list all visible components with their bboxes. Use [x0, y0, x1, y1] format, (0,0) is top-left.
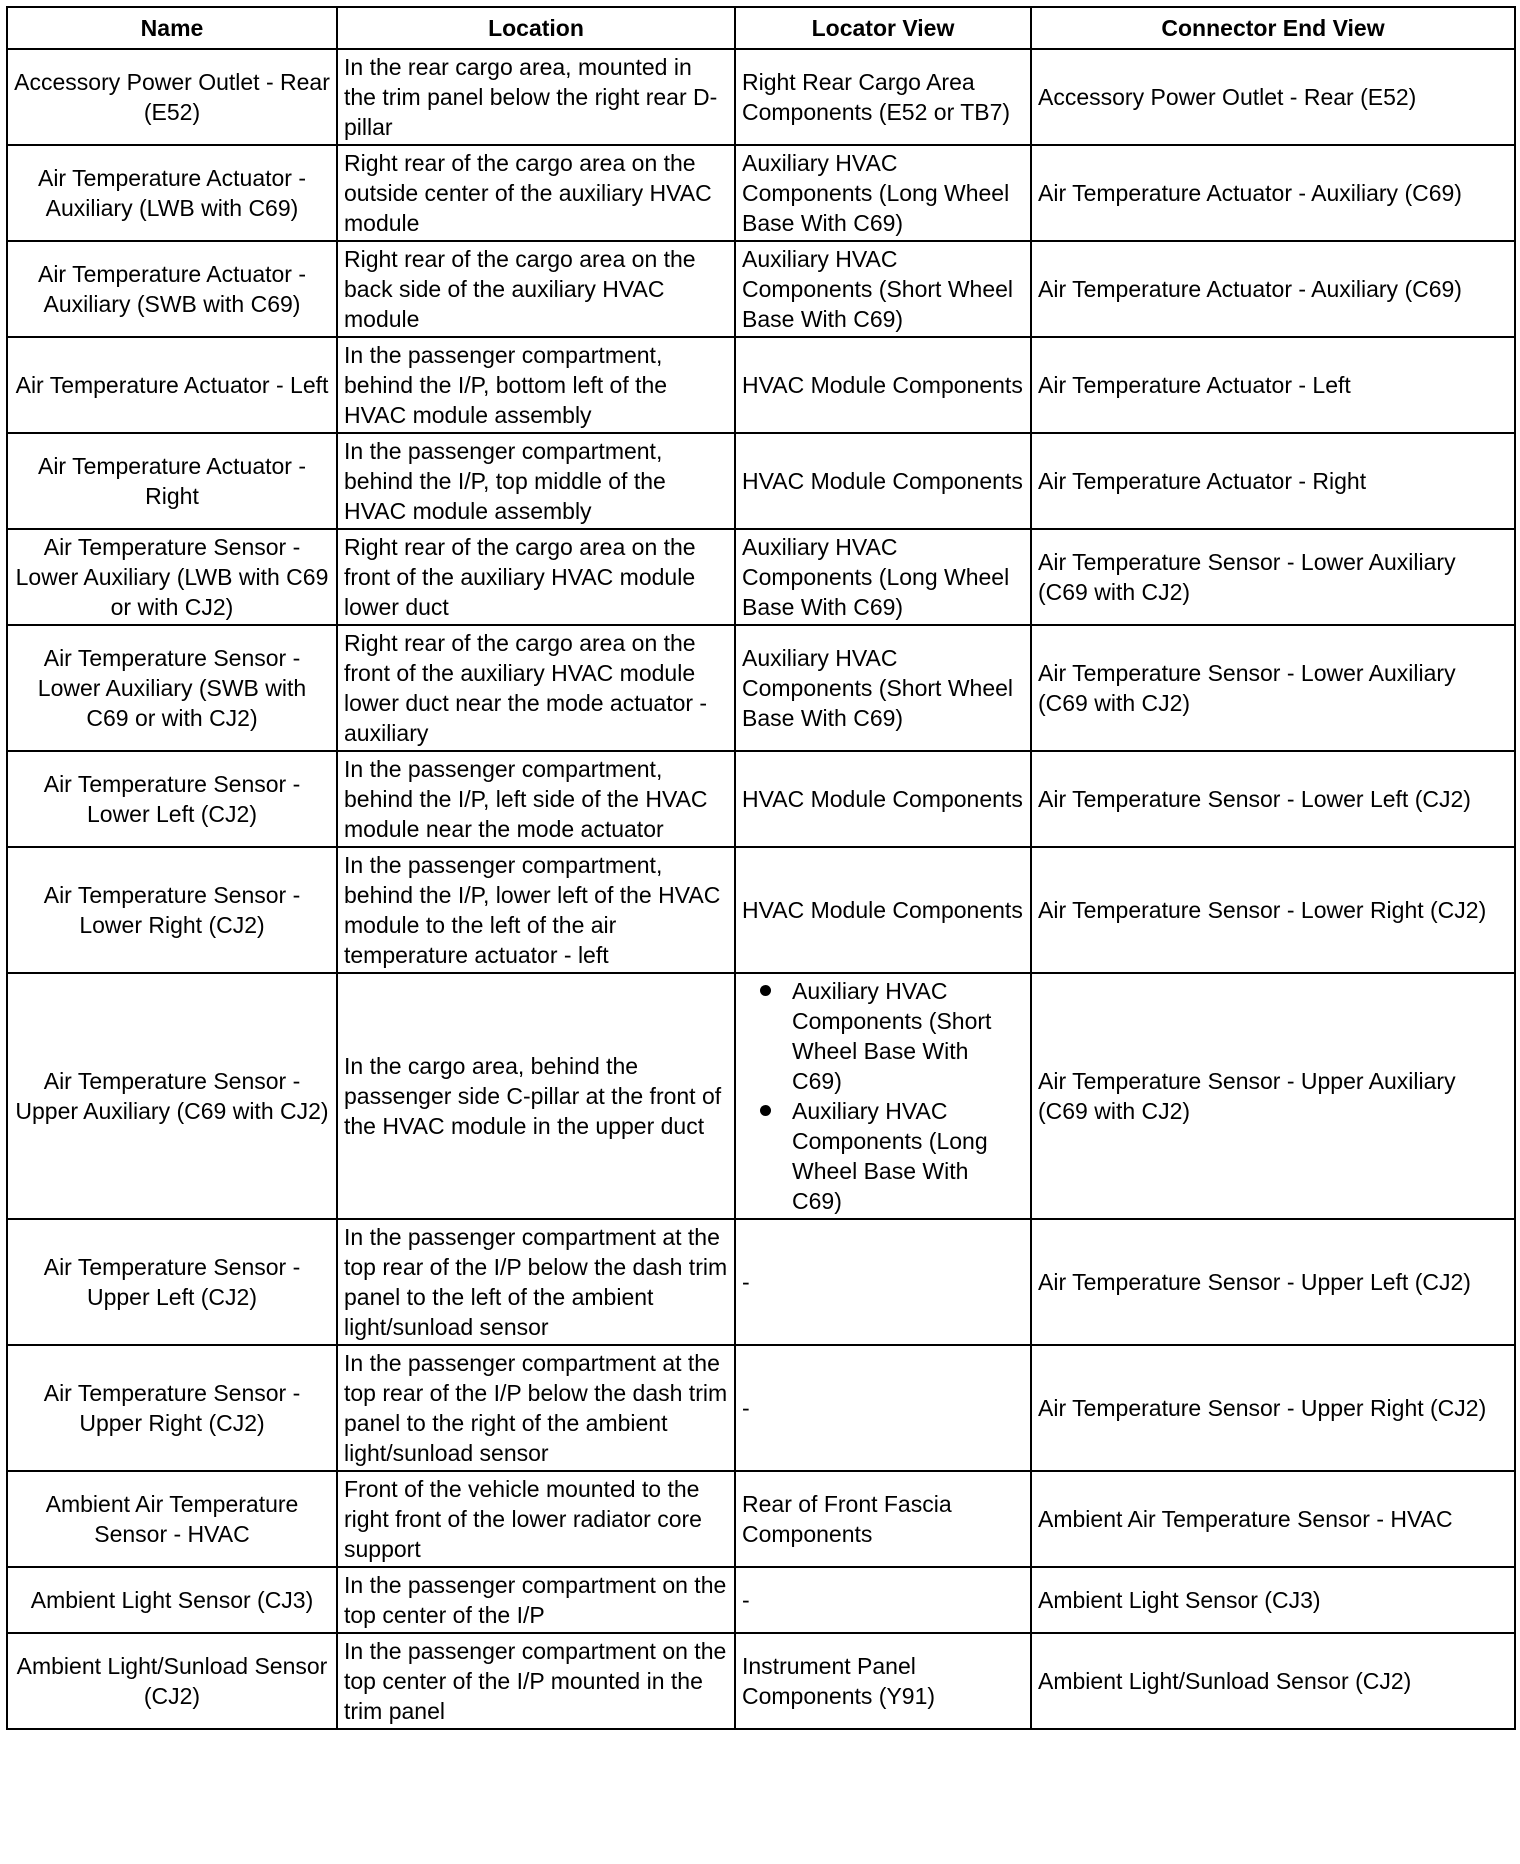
- component-table-wrapper: [6, 6, 1516, 1730]
- cell-locator-view: Auxiliary HVAC Components (Short Wheel Base With C69): [735, 241, 1031, 337]
- cell-location: Right rear of the cargo area on the front of the auxiliary HVAC module lower duct: [337, 529, 735, 625]
- table-row: [7, 337, 1515, 433]
- header-row: [7, 7, 1515, 49]
- cell-location: In the passenger compartment, behind the I/P, lower left of the HVAC module to the left of the air temperature actuator - left: [337, 847, 735, 973]
- cell-location: In the passenger compartment, behind the I/P, bottom left of the HVAC module assembly: [337, 337, 735, 433]
- cell-locator-view: -: [735, 1345, 1031, 1471]
- locator-view-item: Auxiliary HVAC Components (Long Wheel Base With C69): [792, 1096, 1024, 1216]
- cell-locator-view: Auxiliary HVAC Components (Long Wheel Base With C69): [735, 529, 1031, 625]
- cell-location: Right rear of the cargo area on the front of the auxiliary HVAC module lower duct near the mode actuator - auxiliary: [337, 625, 735, 751]
- cell-connector-end-view: Air Temperature Actuator - Auxiliary (C69): [1031, 241, 1515, 337]
- cell-locator-view: HVAC Module Components: [735, 433, 1031, 529]
- locator-view-item: Auxiliary HVAC Components (Short Wheel Base With C69): [792, 976, 1024, 1096]
- cell-locator-view: HVAC Module Components: [735, 337, 1031, 433]
- cell-name: Air Temperature Sensor - Upper Left (CJ2): [7, 1219, 337, 1345]
- cell-connector-end-view: Accessory Power Outlet - Rear (E52): [1031, 49, 1515, 145]
- cell-location: Right rear of the cargo area on the back side of the auxiliary HVAC module: [337, 241, 735, 337]
- cell-connector-end-view: Air Temperature Sensor - Upper Auxiliary (C69 with CJ2): [1031, 973, 1515, 1219]
- cell-locator-view: [735, 973, 1031, 1219]
- cell-name: Accessory Power Outlet - Rear (E52): [7, 49, 337, 145]
- cell-name: Air Temperature Sensor - Lower Left (CJ2): [7, 751, 337, 847]
- cell-locator-view: Auxiliary HVAC Components (Short Wheel Base With C69): [735, 625, 1031, 751]
- table-row: [7, 1567, 1515, 1633]
- cell-connector-end-view: Air Temperature Sensor - Upper Left (CJ2): [1031, 1219, 1515, 1345]
- cell-name: Ambient Light/Sunload Sensor (CJ2): [7, 1633, 337, 1729]
- table-row: [7, 1219, 1515, 1345]
- table-row: [7, 1345, 1515, 1471]
- table-row: [7, 433, 1515, 529]
- cell-locator-view: HVAC Module Components: [735, 847, 1031, 973]
- cell-name: Air Temperature Sensor - Lower Auxiliary (SWB with C69 or with CJ2): [7, 625, 337, 751]
- table-row: [7, 241, 1515, 337]
- header-name: Name: [7, 7, 337, 49]
- table-row: [7, 847, 1515, 973]
- cell-locator-view: Instrument Panel Components (Y91): [735, 1633, 1031, 1729]
- cell-locator-view: -: [735, 1219, 1031, 1345]
- component-locator-table: [6, 6, 1516, 1730]
- cell-location: In the passenger compartment on the top center of the I/P: [337, 1567, 735, 1633]
- cell-location: In the passenger compartment on the top center of the I/P mounted in the trim panel: [337, 1633, 735, 1729]
- cell-location: In the passenger compartment at the top rear of the I/P below the dash trim panel to the right of the ambient light/sunload sensor: [337, 1345, 735, 1471]
- cell-locator-view: Rear of Front Fascia Components: [735, 1471, 1031, 1567]
- cell-location: Front of the vehicle mounted to the right front of the lower radiator core support: [337, 1471, 735, 1567]
- cell-locator-view: Auxiliary HVAC Components (Long Wheel Base With C69): [735, 145, 1031, 241]
- cell-name: Air Temperature Sensor - Lower Right (CJ2): [7, 847, 337, 973]
- cell-connector-end-view: Air Temperature Sensor - Lower Right (CJ2): [1031, 847, 1515, 973]
- cell-name: Air Temperature Sensor - Lower Auxiliary (LWB with C69 or with CJ2): [7, 529, 337, 625]
- cell-location: In the passenger compartment, behind the I/P, left side of the HVAC module near the mode actuator: [337, 751, 735, 847]
- cell-locator-view: Right Rear Cargo Area Components (E52 or TB7): [735, 49, 1031, 145]
- header-connector-end-view: Connector End View: [1031, 7, 1515, 49]
- header-location: Location: [337, 7, 735, 49]
- cell-name: Ambient Light Sensor (CJ3): [7, 1567, 337, 1633]
- cell-name: Air Temperature Sensor - Upper Right (CJ2): [7, 1345, 337, 1471]
- cell-connector-end-view: Air Temperature Sensor - Lower Auxiliary (C69 with CJ2): [1031, 625, 1515, 751]
- table-row: [7, 751, 1515, 847]
- cell-connector-end-view: Air Temperature Actuator - Left: [1031, 337, 1515, 433]
- cell-name: Ambient Air Temperature Sensor - HVAC: [7, 1471, 337, 1567]
- cell-connector-end-view: Air Temperature Sensor - Lower Left (CJ2): [1031, 751, 1515, 847]
- table-row: [7, 973, 1515, 1219]
- cell-connector-end-view: Air Temperature Sensor - Lower Auxiliary (C69 with CJ2): [1031, 529, 1515, 625]
- cell-name: Air Temperature Sensor - Upper Auxiliary (C69 with CJ2): [7, 973, 337, 1219]
- cell-connector-end-view: Air Temperature Sensor - Upper Right (CJ2): [1031, 1345, 1515, 1471]
- cell-connector-end-view: Ambient Light Sensor (CJ3): [1031, 1567, 1515, 1633]
- table-row: [7, 1633, 1515, 1729]
- cell-connector-end-view: Air Temperature Actuator - Auxiliary (C69): [1031, 145, 1515, 241]
- cell-locator-view: HVAC Module Components: [735, 751, 1031, 847]
- cell-name: Air Temperature Actuator - Auxiliary (LWB with C69): [7, 145, 337, 241]
- cell-location: In the cargo area, behind the passenger side C-pillar at the front of the HVAC module in the upper duct: [337, 973, 735, 1219]
- table-body: [7, 49, 1515, 1729]
- cell-name: Air Temperature Actuator - Auxiliary (SWB with C69): [7, 241, 337, 337]
- cell-location: In the passenger compartment at the top rear of the I/P below the dash trim panel to the left of the ambient light/sunload sensor: [337, 1219, 735, 1345]
- cell-connector-end-view: Ambient Air Temperature Sensor - HVAC: [1031, 1471, 1515, 1567]
- header-locator-view: Locator View: [735, 7, 1031, 49]
- cell-location: Right rear of the cargo area on the outside center of the auxiliary HVAC module: [337, 145, 735, 241]
- table-row: [7, 625, 1515, 751]
- cell-location: In the rear cargo area, mounted in the trim panel below the right rear D-pillar: [337, 49, 735, 145]
- table-row: [7, 1471, 1515, 1567]
- cell-location: In the passenger compartment, behind the I/P, top middle of the HVAC module assembly: [337, 433, 735, 529]
- cell-locator-view: -: [735, 1567, 1031, 1633]
- cell-connector-end-view: Air Temperature Actuator - Right: [1031, 433, 1515, 529]
- table-row: [7, 529, 1515, 625]
- locator-view-list: [742, 976, 1024, 1216]
- cell-name: Air Temperature Actuator - Left: [7, 337, 337, 433]
- table-row: [7, 145, 1515, 241]
- cell-connector-end-view: Ambient Light/Sunload Sensor (CJ2): [1031, 1633, 1515, 1729]
- cell-name: Air Temperature Actuator - Right: [7, 433, 337, 529]
- table-row: [7, 49, 1515, 145]
